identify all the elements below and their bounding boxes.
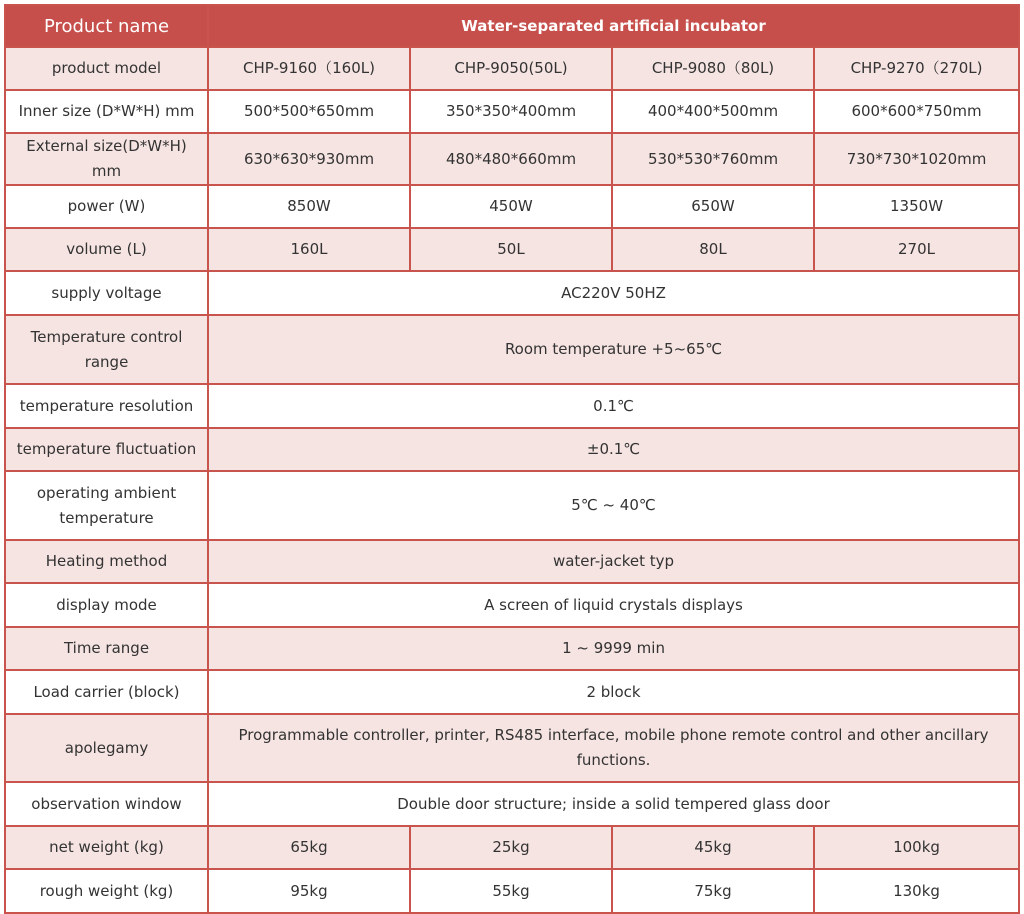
row-label: External size(D*W*H) mm [5, 133, 208, 185]
cell-value: 45kg [612, 826, 814, 869]
row-inner-size [5, 90, 1019, 133]
cell-value: 400*400*500mm [612, 90, 814, 133]
row-apolegamy [5, 714, 1019, 782]
row-product-model [5, 47, 1019, 90]
cell-value: Room temperature +5~65℃ [208, 315, 1019, 384]
cell-value: 530*530*760mm [612, 133, 814, 185]
cell-value: 1350W [814, 185, 1019, 228]
header-label: Product name [5, 5, 208, 47]
row-observation-window [5, 782, 1019, 826]
row-power [5, 185, 1019, 228]
cell-value: 65kg [208, 826, 410, 869]
row-label: rough weight (kg) [5, 869, 208, 913]
row-rough-weight [5, 869, 1019, 913]
row-label: net weight (kg) [5, 826, 208, 869]
cell-value: 95kg [208, 869, 410, 913]
row-temperature-resolution [5, 384, 1019, 428]
row-net-weight [5, 826, 1019, 869]
cell-value: 2 block [208, 670, 1019, 714]
cell-value: 160L [208, 228, 410, 271]
row-supply-voltage [5, 271, 1019, 315]
cell-value: 350*350*400mm [410, 90, 612, 133]
cell-value: 450W [410, 185, 612, 228]
header-row [5, 5, 1019, 47]
cell-value: 480*480*660mm [410, 133, 612, 185]
row-label: supply voltage [5, 271, 208, 315]
cell-value: ±0.1℃ [208, 428, 1019, 471]
row-label: Heating method [5, 540, 208, 583]
row-label: Inner size (D*W*H) mm [5, 90, 208, 133]
row-load-carrier [5, 670, 1019, 714]
cell-value: 75kg [612, 869, 814, 913]
row-label: display mode [5, 583, 208, 627]
row-temperature-control-range [5, 315, 1019, 384]
cell-value: 650W [612, 185, 814, 228]
cell-value: 850W [208, 185, 410, 228]
row-label: Temperature control range [5, 315, 208, 384]
row-display-mode [5, 583, 1019, 627]
cell-value: 55kg [410, 869, 612, 913]
spec-table [4, 4, 1020, 914]
cell-value: 500*500*650mm [208, 90, 410, 133]
cell-value: 1 ~ 9999 min [208, 627, 1019, 670]
row-external-size [5, 133, 1019, 185]
cell-value: 130kg [814, 869, 1019, 913]
cell-value: 630*630*930mm [208, 133, 410, 185]
row-label: power (W) [5, 185, 208, 228]
cell-value: 730*730*1020mm [814, 133, 1019, 185]
cell-value: AC220V 50HZ [208, 271, 1019, 315]
row-label: Time range [5, 627, 208, 670]
row-label: temperature fluctuation [5, 428, 208, 471]
row-heating-method [5, 540, 1019, 583]
row-label: operating ambient temperature [5, 471, 208, 540]
cell-value: 600*600*750mm [814, 90, 1019, 133]
cell-value: Double door structure; inside a solid tempered glass door [208, 782, 1019, 826]
row-label: observation window [5, 782, 208, 826]
row-volume [5, 228, 1019, 271]
cell-value: CHP-9270（270L) [814, 47, 1019, 90]
row-label: temperature resolution [5, 384, 208, 428]
row-label: volume (L) [5, 228, 208, 271]
cell-value: A screen of liquid crystals displays [208, 583, 1019, 627]
cell-value: 100kg [814, 826, 1019, 869]
row-label: Load carrier (block) [5, 670, 208, 714]
cell-value: 270L [814, 228, 1019, 271]
cell-value: 0.1℃ [208, 384, 1019, 428]
cell-value: 25kg [410, 826, 612, 869]
cell-value: CHP-9080（80L) [612, 47, 814, 90]
cell-value: 50L [410, 228, 612, 271]
cell-value: 80L [612, 228, 814, 271]
row-time-range [5, 627, 1019, 670]
row-label: product model [5, 47, 208, 90]
row-operating-ambient-temperature [5, 471, 1019, 540]
cell-value: CHP-9050(50L) [410, 47, 612, 90]
spec-table-container [4, 4, 1018, 914]
product-title: Water-separated artificial incubator [208, 5, 1019, 47]
row-temperature-fluctuation [5, 428, 1019, 471]
row-label: apolegamy [5, 714, 208, 782]
cell-value: CHP-9160（160L) [208, 47, 410, 90]
cell-value: water-jacket typ [208, 540, 1019, 583]
cell-value: Programmable controller, printer, RS485 interface, mobile phone remote control and other ancillary functions. [208, 714, 1019, 782]
cell-value: 5℃ ~ 40℃ [208, 471, 1019, 540]
